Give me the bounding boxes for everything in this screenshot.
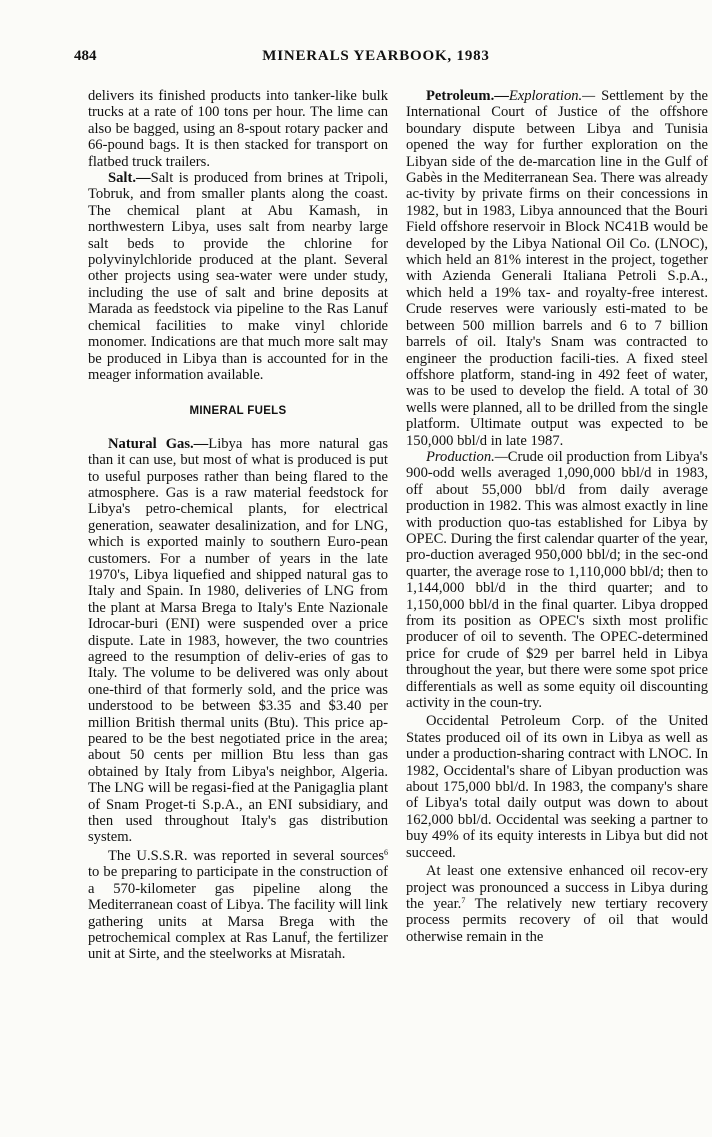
right-column <box>406 88 708 945</box>
page-number: 484 <box>74 48 97 64</box>
occidental-paragraph: Occidental Petroleum Corp. of the United States produced oil of its own in Libya as well as under a production-sharing contract with LNOC. In 1982, Occidental's share of Libyan production was about 175,000 bbl/d. In 1983, the company's share of Libya's total daily output was down to about 162,000 bbl/d. Occidental was seeking a partner to buy 49% of its equity interests in Libya but did not succeed. <box>406 713 708 861</box>
natural-gas-text: Libya has more natural gas than it can use, but most of what is produced is put to useful purposes rather than being flared to the atmosphere. Gas is a raw material feedstock for Libya's petro-chemical plants, for electrical generation, seawater desalinization, and for LNG, which is exported mainly to southern Euro-pean customers. For a number of years in the late 1970's, Libya liquefied and shipped natural gas to Italy and Spain. In 1980, deliveries of LNG from the plant at Marsa Brega to Italy's Ente Nazionale Idrocar-buri (ENI) were suspended over a price dispute. Late in 1983, however, the two countries agreed to the resumption of deliv-eries of gas to Italy. The volume to be delivered was only about one-third of that formerly sold, and the price was understood to be between $3.35 and $3.40 per million British thermal units (Btu). This price ap-peared to be the best negotiated price in the area; about 50 cents per million Btu less than gas obtained by Italy from Libya's neighbor, Algeria. The LNG will be regasi-fied at the Panigaglia plant of Snam Proget-ti S.p.A., an ENI subsidiary, and then used throughout Italy's gas distribution system. <box>88 435 389 846</box>
salt-text: Salt is produced from brines at Tripoli, Tobruk, and from smaller plants along the coast. The chemical plant at Abu Kamash, in northwestern Libya, uses salt from nearby large salt beds to provide the chlorine for polyvinylchloride produced at the plant. Several other projects using sea-water were under study, including the use of salt and brine deposits at Marada as feedstock via pipeline to the Ras Lanuf chemical facilities to make vinyl chloride monomer. Indications are that much more salt may be produced in Libya than is accounted for in the meager information available. <box>88 170 388 383</box>
production-text: Crude oil production from Libya's 900-odd wells averaged 1,090,000 bbl/d in 1983, off about 55,000 bbl/d from daily average production in 1982. This was almost exactly in line with production quo-tas established for Libya by OPEC. During the first calendar quarter of the year, pro-duction averaged 950,000 bbl/d; in the sec-ond quarter, the average rose to 1,110,000 bbl/d; then to 1,144,000 bbl/d in the third quarter; and to 1,150,000 bbl/d in the final quarter. Libya dropped from its position as OPEC's sixth most prolific producer of oil to seventh. The OPEC-determined price for crude of $29 per barrel held in Libya throughout the year, but there were some spot price differentials as well as some equity oil discounting activity in the coun-try. <box>406 448 708 712</box>
page-header <box>0 48 712 72</box>
production-paragraph <box>406 449 708 712</box>
natural-gas-run-in-heading: Natural Gas.— <box>108 435 209 452</box>
salt-run-in-heading: Salt.— <box>108 170 151 187</box>
ussr-text-end: to be preparing to participate in the construction of a 570-kilometer gas pipeline along the Mediterranean coast of Libya. The facility will link gathering units at Marsa Brega with the petrochemical complex at Ras Lanuf, the fertilizer unit at Sirte, and the steelworks at Misratah. <box>88 864 388 963</box>
running-title: MINERALS YEARBOOK, 1983 <box>262 48 490 64</box>
footnote-marker-7: 7 <box>461 895 466 905</box>
eor-text-start: At least one extensive enhanced oil recov-ery project was pronounced a success in Libya during the year. <box>406 863 708 912</box>
production-subheading: Production.— <box>426 448 508 465</box>
enhanced-oil-recovery-paragraph <box>406 863 708 945</box>
eor-text-end: The relatively new tertiary recovery process permits recovery of oil that would otherwise remain in the <box>406 895 709 945</box>
exploration-text: Settlement by the International Court of Justice of the offshore boundary dispute between Libya and Tunisia opened the way for further exploration on the Libyan side of the de-marcation line in the Gulf of Gabès in the Mediterranean Sea. There was already ac-tivity by private firms on their concessions in 1982, but in 1983, Libya announced that the Bouri Field offshore reservoir in Block NC41B would be developed by the Libya National Oil Co. (LNOC), which held an 81% interest in the project, together with Azienda Generali Italiana Petroli S.p.A., which held a 19% tax- and royalty-free interest. Crude reserves were variously esti-mated to be between 500 million barrels and 6 to 7 billion barrels of oil. Italy's Snam was contracted to engineer the production facili-ties. A fixed steel offshore platform, stand-ing in 492 feet of water, was to be used to develop the field. A total of 30 wells were planned, all to be drilled from the single platform. Ultimate output was expected to be 150,000 bbl/d in late 1987. <box>406 88 708 449</box>
footnote-marker-6: 6 <box>384 847 388 857</box>
exploration-subheading: Exploration.— <box>508 88 596 104</box>
petroleum-run-in-heading: Petroleum.— <box>426 88 509 104</box>
petroleum-exploration-paragraph <box>406 88 708 449</box>
section-heading-mineral-fuels: MINERAL FUELS <box>189 405 287 418</box>
natural-gas-paragraph <box>88 436 388 846</box>
ussr-text-start: The U.S.S.R. was reported in several sources <box>108 847 384 864</box>
salt-paragraph <box>88 170 388 383</box>
lime-continuation-paragraph: delivers its finished products into tanker-like bulk trucks at a rate of 100 tons per hour. The lime can also be bagged, using an 8-spout rotary packer and 66-pound bags. It is then stacked for transport on flatbed truck trailers. <box>88 88 388 170</box>
ussr-paragraph <box>88 848 388 963</box>
left-column <box>88 88 388 963</box>
